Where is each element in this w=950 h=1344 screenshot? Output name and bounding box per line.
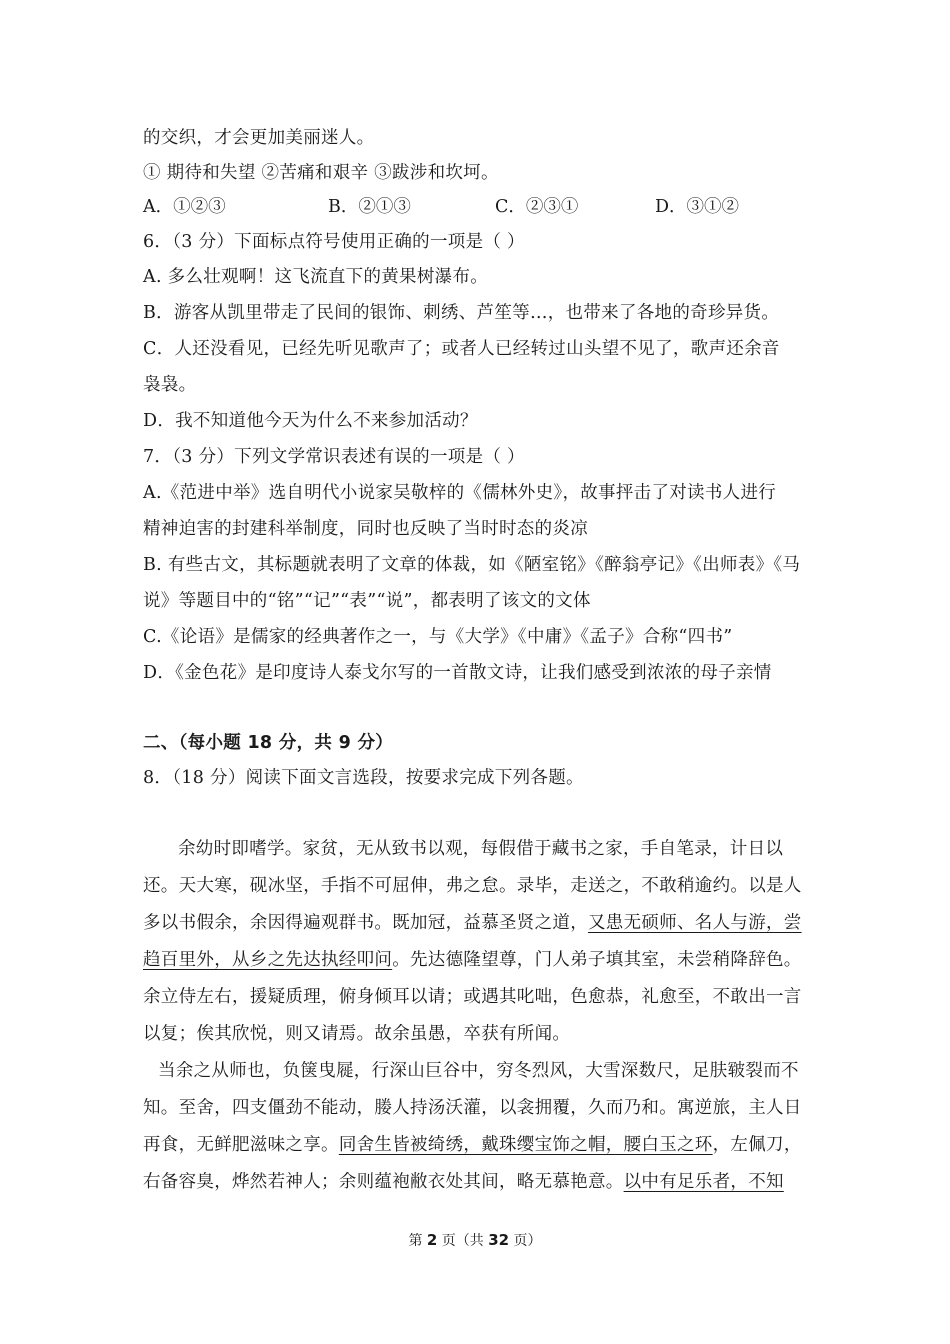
passage-line: 余幼时即嗜学。家贫，无从致书以观，每假借于藏书之家，手自笔录，计日以 <box>178 839 784 859</box>
passage-text: 右备容臭，烨然若神人；余则蕴袍敝衣处其间，略无慕艳意。 <box>143 1172 624 1192</box>
section-2-title: 二、（每小题 18 分，共 9 分） <box>143 733 394 753</box>
passage-line: 当余之从师也，负箧曳屣，行深山巨谷中，穷冬烈风，大雪深数尺，足肤皲裂而不 <box>158 1061 799 1081</box>
footer-text: 页（共 <box>437 1233 489 1249</box>
q5-items: ① 期待和失望 ②苦痛和艰辛 ③跋涉和坎坷。 <box>143 163 499 183</box>
q7-option-c: C.《论语》是儒家的经典著作之一，与《大学》《中庸》《孟子》合称“四书” <box>143 627 733 647</box>
passage-line: 还。天大寒，砚冰坚，手指不可屈伸，弗之怠。录毕，走送之，不敢稍逾约。以是人 <box>143 876 802 896</box>
q6-stem: 6．（3 分）下面标点符号使用正确的一项是（ ） <box>143 232 525 252</box>
option-b: B．②①③ <box>328 197 411 217</box>
q7-option-b-line2: 说》等题目中的“铭”“记”“表”“说”，都表明了该文的文体 <box>143 591 591 611</box>
footer-text: 页） <box>509 1233 542 1249</box>
q6-option-a: A. 多么壮观啊！这飞流直下的黄果树瀑布。 <box>143 267 489 287</box>
q7-option-a-line2: 精神迫害的封建科举制度，同时也反映了当时时态的炎凉 <box>143 519 588 539</box>
q6-option-c-line1: C．人还没看见，已经先听见歌声了；或者人已经转过山头望不见了，歌声还余音 <box>143 339 780 359</box>
passage-line <box>143 1171 813 1193</box>
footer-text: 第 <box>408 1233 427 1249</box>
passage-text: 多以书假余，余因得遍观群书。既加冠，益慕圣贤之道， <box>143 913 588 933</box>
option-c: C．②③① <box>495 197 579 217</box>
current-page-number: 2 <box>426 1231 438 1249</box>
page-footer <box>0 1230 950 1251</box>
q7-option-d: D．《金色花》是印度诗人泰戈尔写的一首散文诗，让我们感受到浓浓的母子亲情 <box>143 663 772 683</box>
passage-text: 再食，无鲜肥滋味之享。 <box>143 1135 339 1155</box>
passage-line <box>143 1134 813 1156</box>
passage-text: ，左佩刀， <box>712 1135 802 1155</box>
underlined-passage-text: 又患无硕师、名人与游，尝 <box>588 913 802 933</box>
passage-line: 知。至舍，四支僵劲不能动，媵人持汤沃灌，以衾拥覆，久而乃和。寓逆旅，主人日 <box>143 1098 802 1118</box>
q5-tail: 的交织，才会更加美丽迷人。 <box>143 128 375 148</box>
total-page-count: 32 <box>488 1231 510 1249</box>
option-d: D．③①② <box>655 197 740 217</box>
q6-option-b: B．游客从凯里带走了民间的银饰、刺绣、芦笙等…，也带来了各地的奇珍异货。 <box>143 303 780 323</box>
q8-stem: 8．（18 分）阅读下面文言选段，按要求完成下列各题。 <box>143 768 584 788</box>
underlined-passage-text: 以中有足乐者，不知 <box>623 1172 784 1192</box>
option-a: A．①②③ <box>143 197 226 217</box>
q6-option-d: D．我不知道他今天为什么不来参加活动？ <box>143 411 478 431</box>
passage-line: 余立侍左右，援疑质理，俯身倾耳以请；或遇其叱咄，色愈恭，礼愈至，不敢出一言 <box>143 987 802 1007</box>
q7-option-b-line1: B. 有些古文，其标题就表明了文章的体裁，如《陋室铭》《醉翁亭记》《出师表》《马 <box>143 555 801 575</box>
passage-text: 。先达德隆望尊，门人弟子填其室，未尝稍降辞色。 <box>392 950 802 970</box>
underlined-passage-text: 同舍生皆被绮绣，戴珠缨宝饰之帽，腰白玉之环 <box>338 1135 713 1155</box>
q6-option-c-line2: 袅袅。 <box>143 375 197 395</box>
passage-line <box>143 912 813 934</box>
q7-option-a-line1: A.《范进中举》选自明代小说家吴敬梓的《儒林外史》，故事抨击了对读书人进行 <box>143 483 777 503</box>
passage-line: 以复；俟其欣悦，则又请焉。故余虽愚，卒获有所闻。 <box>143 1024 571 1044</box>
q7-stem: 7．（3 分）下列文学常识表述有误的一项是（ ） <box>143 447 525 467</box>
passage-line <box>143 949 813 971</box>
underlined-passage-text: 趋百里外，从乡之先达执经叩问 <box>143 950 393 970</box>
